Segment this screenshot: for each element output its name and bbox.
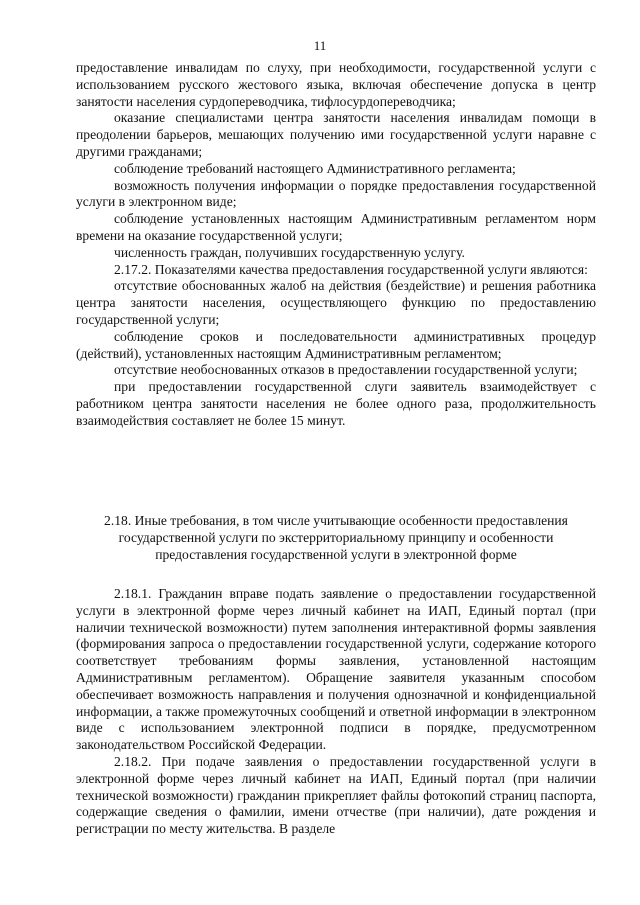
- paragraph-interaction: при предоставлении государственной слуги заявитель взаимодействует с работником центра занятости населения не более одного раза, продолжительность взаимодействия составляет не более 15 минут.: [76, 379, 596, 428]
- paragraph-compliance: соблюдение требований настоящего Административного регламента;: [114, 160, 516, 176]
- paragraph-no-refusals: отсутствие необоснованных отказов в предоставлении государственной услуги;: [114, 362, 578, 378]
- heading-line-2: государственной услуги по экстерриториальному принципу и особенности: [118, 530, 554, 545]
- section-2-18-text: [76, 586, 596, 838]
- paragraph-2-18-2: 2.18.2. При подаче заявления о предоставлении государственной услуги в электронной форме через личный кабинет на ИАП, Единый портал (при наличии технической возможности) гражданин прикрепляет файлы фотокопий страниц паспорта, содержащие сведения о фамилии, имени отчестве (при наличии), дате рождения и регистрации по месту жительства. В разделе: [76, 753, 596, 837]
- paragraph-2-17-2: 2.17.2. Показателями качества предоставления государственной услуги являются:: [114, 261, 588, 277]
- paragraph-electronic-info: возможность получения информации о порядке предоставления государственной услуги в электронном виде;: [76, 177, 596, 210]
- paragraph-no-complaints: отсутствие обоснованных жалоб на действия (бездействие) и решения работника центра занятости населения, осуществляющего функцию по предоставлению государственной услуги;: [76, 278, 596, 327]
- section-2-17-text: [76, 60, 596, 430]
- page-number: 11: [313, 38, 327, 53]
- paragraph-citizen-count: численность граждан, получивших государственную услугу.: [114, 244, 465, 260]
- paragraph-sign-language: предоставление инвалидам по слуху, при необходимости, государственной услуги с использованием русского жестового языка, включая обеспечение допуска в центр занятости населения сурдопереводчика, тифлосурдопереводчика;: [76, 60, 596, 109]
- paragraph-deadlines: соблюдение сроков и последовательности административных процедур (действий), установленных настоящим Административным регламентом;: [76, 328, 596, 361]
- section-2-18-heading: [76, 512, 596, 563]
- paragraph-time-norms: соблюдение установленных настоящим Административным регламентом норм времени на оказание государственной услуги;: [76, 211, 596, 243]
- paragraph-2-18-1: 2.18.1. Гражданин вправе подать заявление о предоставлении государственной услуги в электронной форме через личный кабинет на ИАП, Единый портал (при наличии технической возможности) путем заполнения интерактивной формы заявления (формирования запроса о предоставлении государственной услуги, содержание которого соответствует требованиям формы заявления, установленной настоящим Административным регламентом). Обращение заявителя указанным способом обеспечивает возможность направления и получения однозначной и конфиденциальной информации, а также промежуточных сообщений и ответной информации в электронном виде с использованием электронной подписи в порядке, предусмотренном законодательством Российской Федерации.: [76, 586, 596, 753]
- paragraph-assistance: оказание специалистами центра занятости населения инвалидам помощи в преодолении барьеров, мешающих получению ими государственной услуги наравне с другими гражданами;: [76, 110, 596, 159]
- heading-line-1: 2.18. Иные требования, в том числе учитывающие особенности предоставления: [104, 513, 568, 528]
- heading-line-3: предоставления государственной услуги в электронной форме: [155, 547, 517, 562]
